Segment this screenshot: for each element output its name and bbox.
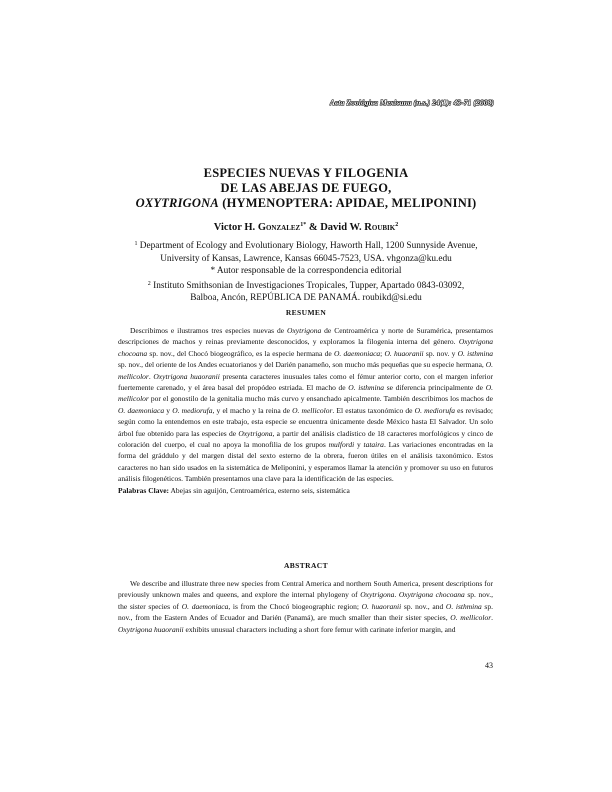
author-1-surname: onzalez: [265, 222, 301, 233]
text-run: sp. nov., del oriente de los Andes ecuatorianos y del Darién panameño, son mucho más pequeñas que su especie hermana,: [118, 360, 486, 370]
text-run: sp. nov., del Chocó biogeográfico, es la especie hermana de: [147, 348, 334, 358]
affiliation-2-text: Instituto Smithsonian de Investigaciones Tropicales, Tupper, Apartado 0843-03092,: [150, 280, 465, 291]
author-2-given: David W.: [320, 222, 365, 233]
text-run: . Las variaciones encontradas en la forma del gráddulo y del margen distal del sexto esterno de la obrera, fueron útiles en el análisis taxonómico. Estos caracteres no han sido usados en la sistemática de Meliponini, y esperamos llamar la atención y promover su uso en futuros análisis filogenéticos. También presentamos una clave para la identificación de las especies.: [118, 440, 494, 484]
text-run: . El estatus taxonómico de: [332, 405, 415, 415]
species-name: O. mellicolor: [118, 383, 493, 404]
text-run: sp. nov., the sister species of: [118, 590, 493, 611]
species-name: O. mediorufa: [172, 405, 213, 415]
text-run: We describe and illustrate three new species from Central America and northern South America, present descriptions for previously unknown males and queens, and explore the internal phylogeny of: [118, 579, 493, 600]
species-name: O. mellicolor: [292, 405, 333, 415]
text-run: , is from the Chocó biogeographic region;: [228, 601, 362, 611]
keywords-label: Palabras Clave:: [118, 485, 170, 495]
title-line-2: DE LAS ABEJAS DE FUEGO,: [220, 181, 392, 195]
species-name: O. mediorufa: [414, 405, 455, 415]
species-name: O. mellicolor: [118, 360, 493, 381]
species-name: O. daemoniaca: [118, 405, 165, 415]
species-name: Oxytrigona chocoana: [118, 337, 493, 358]
affiliation-2-mark: 2: [147, 280, 151, 287]
species-name: O. daemoniaca: [333, 348, 381, 358]
affiliation-1-line-2: University of Kansas, Lawrence, Kansas 66045-7523, USA. vhgonza@ku.edu: [160, 253, 452, 264]
affiliation-2-line-2: Balboa, Ancón, REPÚBLICA DE PANAMÁ. roubikd@si.edu: [190, 293, 422, 304]
journal-citation: Acta Zoológica Mexicana (n.s.) 24(1): 43-71 (2008): [329, 98, 494, 107]
species-name: O. isthmina: [348, 383, 385, 393]
species-name: Oxytrigona huaoranii: [118, 624, 184, 634]
text-run: de Centroamérica y norte de Suramérica, presentamos descripciones de machos y reinas previamente desconocidos, y exploramos la filogenia interna del género.: [118, 326, 493, 347]
text-run: .: [491, 613, 493, 623]
author-2-surname: oubik: [371, 222, 396, 233]
text-run: y: [164, 405, 173, 415]
author-2-mark: 2: [395, 222, 399, 228]
text-run: .: [394, 590, 399, 600]
species-name: Oxytrigona: [287, 326, 322, 335]
species-name: O. huaoranii: [361, 601, 402, 611]
affiliation-2-line-1: [60, 278, 552, 293]
affiliations: [60, 238, 552, 305]
species-name: Oxytrigona: [238, 428, 273, 438]
text-run: es revisado; según como la entendemos en este trabajo, esta especie se encuentra únicamente desde México hasta El Salvador. Un solo árbol fue obtenido para las especies de: [118, 405, 494, 438]
text-run: sp. nov., from the Eastern Andes of Ecuador and Darién (Panamá), are much smaller than their sister species,: [118, 601, 493, 623]
text-run: se diferencia principalmente de: [384, 383, 486, 393]
species-name: O. daemoniaca: [181, 601, 229, 611]
text-run: Describimos e ilustramos tres especies nuevas de: [130, 326, 288, 335]
author-separator: &: [306, 222, 321, 233]
species-name: Oxytrigona huaoranii: [153, 371, 220, 381]
text-run: sp. nov. y: [423, 348, 458, 358]
author-line: [60, 222, 552, 233]
text-run: , a partir del análisis cladístico de 18 caracteres morfológicos y cinco de coloración del cuerpo, el cual no apoya la monofilia de los grupos: [118, 428, 493, 450]
affiliation-1-line-1: [60, 238, 552, 253]
corresponding-author-note: * Autor responsable de la correspondencia editorial: [210, 266, 402, 277]
resumen-body: [118, 325, 493, 496]
text-run: exhibits unusual characters including a short fore femur with carinate inferior margin, and: [183, 624, 456, 634]
species-name: Oxytrigona: [360, 590, 395, 600]
title-genus: OXYTRIGONA: [135, 196, 219, 210]
species-name: Oxytrigona chocoana: [398, 590, 465, 600]
keywords-text: Abejas sin aguijón, Centroamérica, esterno seis, sistemática: [169, 485, 350, 495]
resumen-heading: RESUMEN: [285, 308, 327, 317]
article-title: [60, 166, 552, 211]
author-1-initial: G: [257, 222, 266, 233]
species-name: tataira: [363, 440, 384, 450]
abstract-paragraph: [118, 578, 493, 635]
title-taxonomy: (HYMENOPTERA: APIDAE, MELIPONINI): [218, 196, 477, 210]
text-run: .: [148, 371, 154, 381]
text-run: sp. nov., and: [401, 601, 446, 611]
page-number: 43: [485, 661, 493, 670]
species-name: mulfordi: [328, 440, 355, 450]
author-2-initial: R: [364, 222, 372, 233]
keywords: [118, 485, 493, 496]
affiliation-1-text: Department of Ecology and Evolutionary Biology, Haworth Hall, 1200 Sunnyside Avenue,: [137, 241, 478, 251]
resumen-paragraph: [118, 325, 493, 485]
author-1-given: Victor H.: [213, 222, 258, 233]
text-run: presenta caracteres inusuales tales como el fémur anterior corto, con el margen inferior fuertemente carenado, y el área basal del propódeo estriada. El macho de: [118, 371, 493, 393]
text-run: por el gonostilo de la genitalia mucho más curvo y ensanchado apicalmente. También describimos los machos de: [148, 394, 493, 404]
abstract-heading: ABSTRACT: [283, 561, 329, 570]
species-name: O. huaoranii: [384, 348, 424, 358]
text-run: ;: [380, 348, 385, 358]
species-name: O. isthmina: [445, 601, 482, 611]
affiliation-1-mark: 1: [134, 241, 138, 247]
species-name: O. isthmina: [457, 348, 493, 358]
text-run: , y el macho y la reina de: [212, 405, 293, 415]
abstract-body: [118, 578, 493, 635]
species-name: O. mellicolor: [450, 613, 492, 623]
title-line-1: ESPECIES NUEVAS Y FILOGENIA: [203, 166, 409, 180]
author-1-mark: 1*: [300, 222, 307, 228]
text-run: y: [354, 440, 364, 450]
title-line-3: [60, 196, 552, 211]
